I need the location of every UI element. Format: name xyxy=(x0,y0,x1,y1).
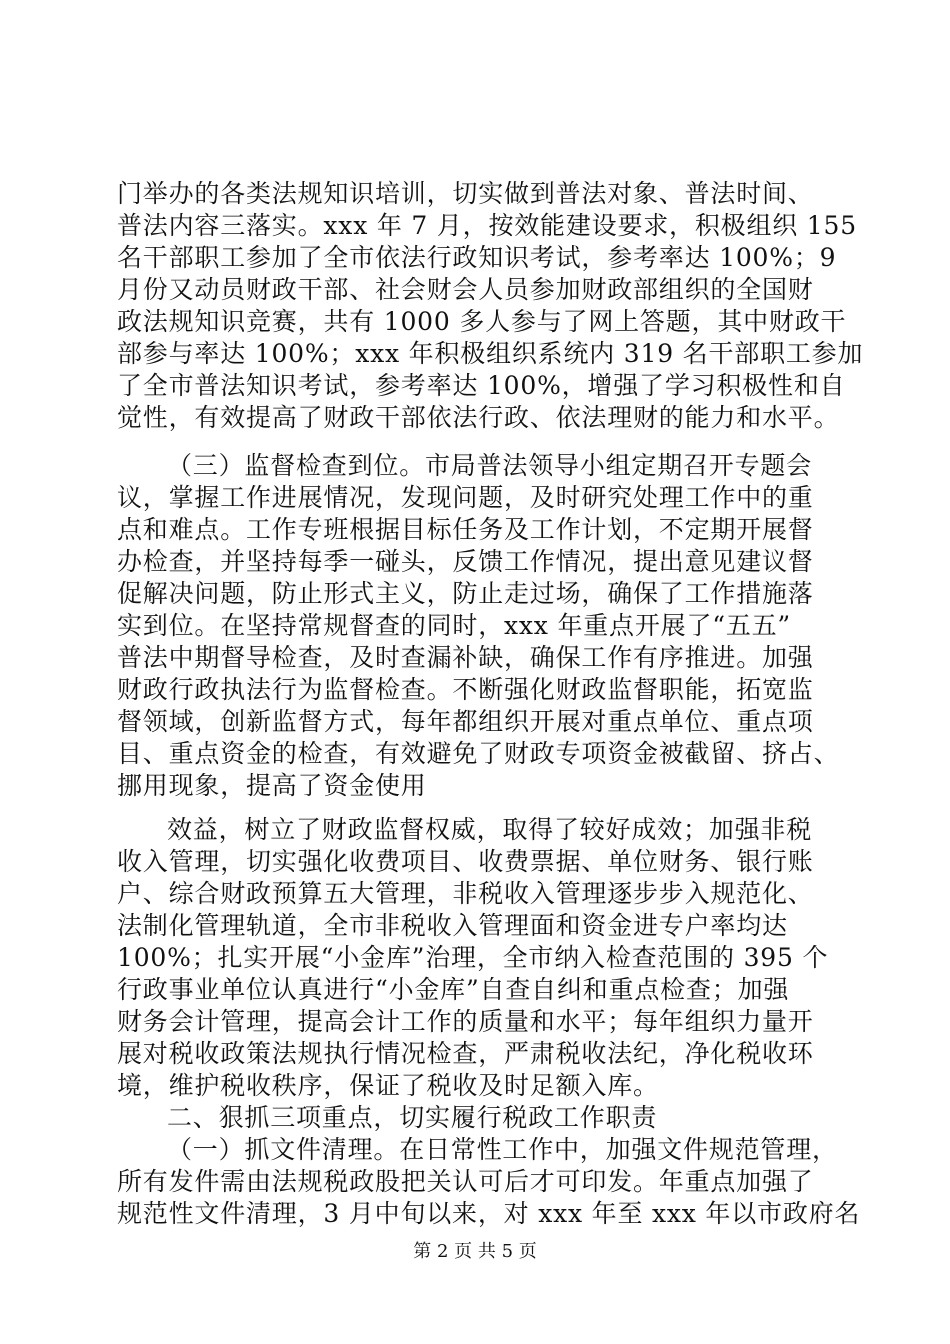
text-line: 促解决问题，防止形式主义，防止走过场，确保了工作措施落 xyxy=(117,579,814,608)
text-line: 了全市普法知识考试，参考率达 100%，增强了学习积极性和自 xyxy=(117,371,846,400)
text-line: 督领域，创新监督方式，每年都组织开展对重点单位、重点项 xyxy=(117,707,814,736)
text-line: 效益，树立了财政监督权威，取得了较好成效；加强非税 xyxy=(167,815,813,844)
text-line: 部参与率达 100%；xxx 年积极组织系统内 319 名干部职工参加 xyxy=(117,339,864,368)
text-line: 议，掌握工作进展情况，发现问题，及时研究处理工作中的重 xyxy=(117,483,814,512)
text-line: 展对税收政策法规执行情况检查，严肃税收法纪，净化税收环 xyxy=(117,1039,814,1068)
text-line: 100%；扎实开展“小金库”治理，全市纳入检查范围的 395 个 xyxy=(117,943,829,972)
text-line: 财务会计管理，提高会计工作的质量和水平；每年组织力量开 xyxy=(117,1007,814,1036)
text-line: 普法内容三落实。xxx 年 7 月，按效能建设要求，积极组织 155 xyxy=(117,211,857,240)
text-line: 财政行政执法行为监督检查。不断强化财政监督职能，拓宽监 xyxy=(117,675,814,704)
text-line: 行政事业单位认真进行“小金库”自查自纠和重点检查；加强 xyxy=(117,975,790,1004)
paragraph-heading: （三）监督检查到位。市局普法领导小组定期召开专题会 xyxy=(167,451,813,480)
paragraph-heading: （一）抓文件清理。在日常性工作中，加强文件规范管理， xyxy=(167,1135,838,1164)
text-line: 所有发件需由法规税政股把关认可后才可印发。年重点加强了 xyxy=(117,1167,814,1196)
text-line: 实到位。在坚持常规督查的同时，xxx 年重点开展了“五五” xyxy=(117,611,792,640)
section-heading: 二、狠抓三项重点，切实履行税政工作职责 xyxy=(167,1103,658,1132)
text-line: 办检查，并坚持每季一碰头，反馈工作情况，提出意见建议督 xyxy=(117,547,814,576)
text-line: 境，维护税收秩序，保证了税收及时足额入库。 xyxy=(117,1071,659,1100)
page-footer xyxy=(0,1240,950,1264)
page-number: 第 2 页 共 5 页 xyxy=(413,1241,537,1262)
text-line: 目、重点资金的检查，有效避免了财政专项资金被截留、挤占、 xyxy=(117,739,840,768)
text-line: 法制化管理轨道，全市非税收入管理面和资金进专户率均达 xyxy=(117,911,788,940)
text-line: 觉性，有效提高了财政干部依法行政、依法理财的能力和水平。 xyxy=(117,403,840,432)
text-line: 点和难点。工作专班根据目标任务及工作计划，不定期开展督 xyxy=(117,515,814,544)
text-line: 月份又动员财政干部、社会财会人员参加财政部组织的全国财 xyxy=(117,275,814,304)
text-line: 名干部职工参加了全市依法行政知识考试，参考率达 100%；9 xyxy=(117,243,837,272)
text-line: 户、综合财政预算五大管理，非税收入管理逐步步入规范化、 xyxy=(117,879,814,908)
text-line: 政法规知识竞赛，共有 1000 多人参与了网上答题，其中财政干 xyxy=(117,307,847,336)
text-line: 规范性文件清理，3 月中旬以来，对 xxx 年至 xxx 年以市政府名 xyxy=(117,1199,861,1228)
text-line: 挪用现象，提高了资金使用 xyxy=(117,771,427,800)
text-line: 普法中期督导检查，及时查漏补缺，确保工作有序推进。加强 xyxy=(117,643,814,672)
text-line: 门举办的各类法规知识培训，切实做到普法对象、普法时间、 xyxy=(117,179,814,208)
text-line: 收入管理，切实强化收费项目、收费票据、单位财务、银行账 xyxy=(117,847,814,876)
